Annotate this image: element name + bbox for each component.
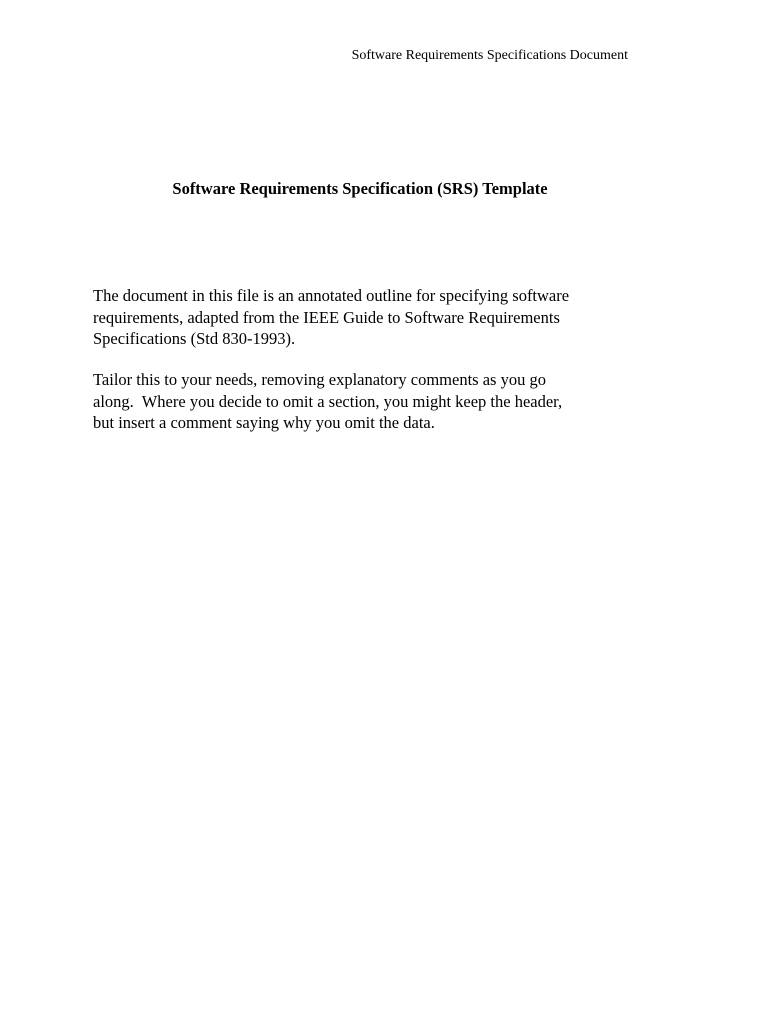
paragraph-line: The document in this file is an annotated outline for specifying software bbox=[93, 286, 570, 305]
running-header: Software Requirements Specifications Document bbox=[351, 48, 628, 63]
intro-paragraph bbox=[93, 285, 653, 350]
paragraph-line: along. Where you decide to omit a section, you might keep the header, bbox=[93, 391, 563, 411]
paragraph-line: but insert a comment saying why you omit the data. bbox=[93, 413, 435, 432]
paragraph-line: Specifications (Std 830-1993). bbox=[93, 329, 296, 348]
paragraph-line: requirements, adapted from the IEEE Guide to Software Requirements bbox=[93, 307, 560, 327]
paragraph-line: Tailor this to your needs, removing explanatory comments as you go bbox=[93, 370, 546, 389]
document-title: Software Requirements Specification (SRS) Template bbox=[172, 179, 548, 198]
instructions-paragraph bbox=[93, 369, 653, 434]
